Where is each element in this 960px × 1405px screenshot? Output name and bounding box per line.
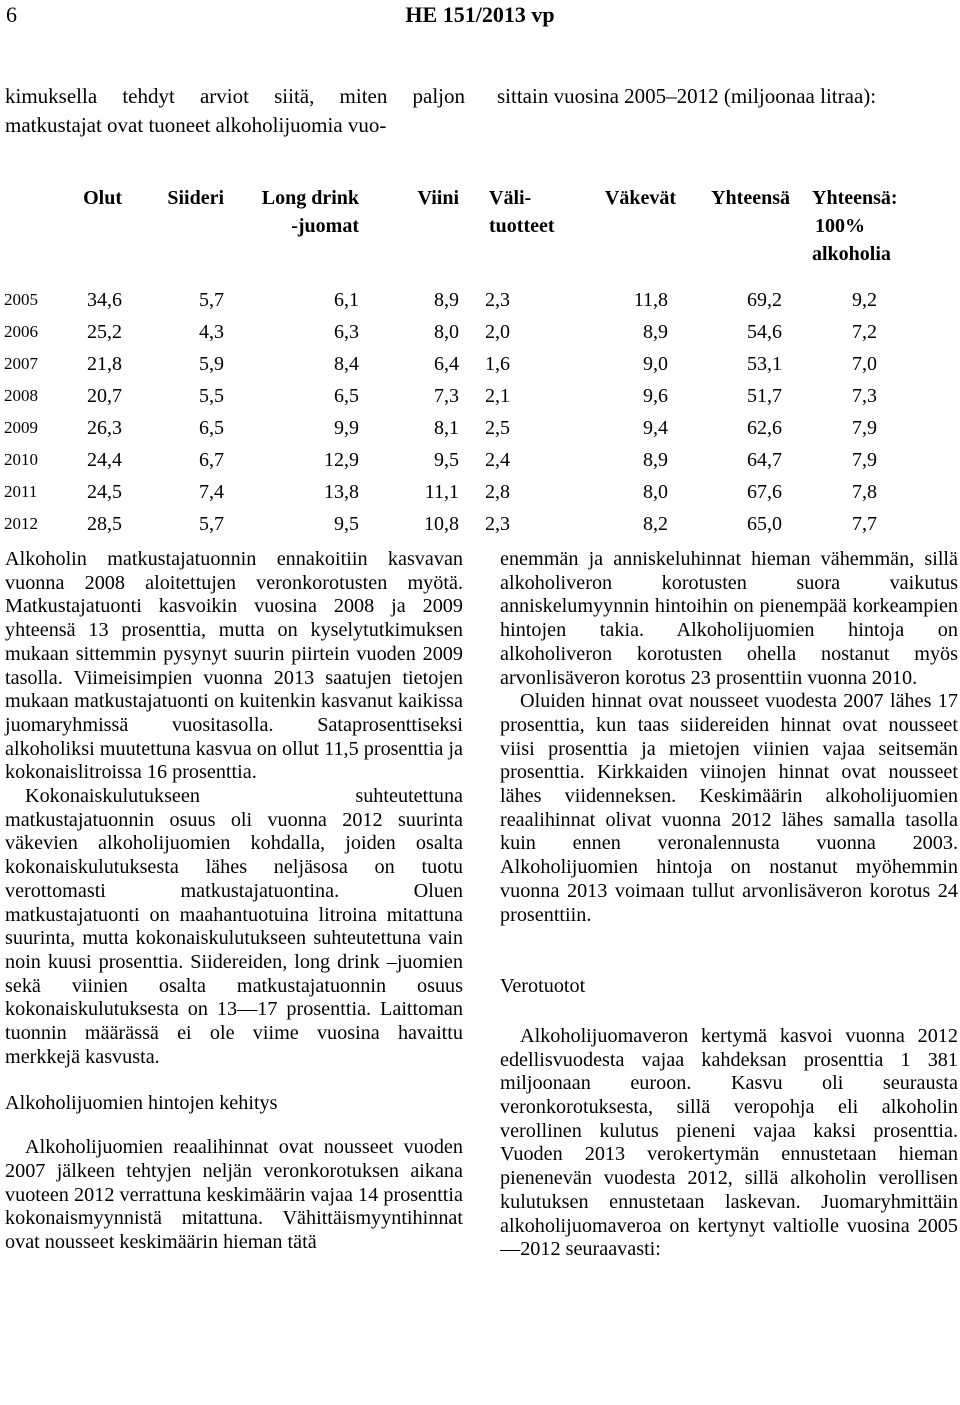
cell-total-pure: 7,2: [852, 321, 877, 343]
header-beer: Olut: [83, 187, 122, 209]
table-row: [0, 382, 960, 414]
table-header-row: [0, 184, 960, 286]
intro-line-1: kimuksella tehdyt arviot siitä, miten paljon: [5, 84, 465, 108]
header-total-pure-line3: alkoholia: [812, 243, 891, 265]
cell-year: 2010: [4, 450, 38, 469]
right-paragraph-3: Alkoholijuomaveron kertymä kasvoi vuonna 2012 edellisvuodesta vajaa kahdeksan prosenttia 1 381 miljoonaan euroon. Kasvu oli seurausta veronkorotuksesta, sillä veropohja eli alkoholin verollinen kulutus pieneni vajaa kaksi prosenttia. Vuoden 2013 verokertymän ennustetaan hieman pienenevän vuodesta 2012, sillä alkoholin verollisen kulutuksen ennustetaan laskevan. Juomaryhmittäin alkoholijuomaveroa on kertynyt valtiolle vuosina 2005—2012 seuraavasti:: [500, 1024, 958, 1261]
cell-cider: 7,4: [199, 481, 224, 503]
cell-spirits: 9,6: [643, 385, 668, 407]
header-longdrink-line2: -juomat: [291, 215, 359, 237]
cell-year: 2009: [4, 418, 38, 437]
cell-intermediate: 2,8: [485, 481, 510, 503]
cell-spirits: 8,9: [643, 321, 668, 343]
table-row: [0, 350, 960, 382]
cell-total-pure: 7,9: [852, 449, 877, 471]
cell-longdrink: 8,4: [334, 353, 359, 375]
cell-year: 2006: [4, 322, 38, 341]
table-row: [0, 510, 960, 542]
cell-beer: 20,7: [87, 385, 122, 407]
cell-total: 62,6: [747, 417, 782, 439]
header-total-pure-line1: Yhteensä:: [812, 187, 898, 209]
cell-wine: 6,4: [434, 353, 459, 375]
cell-longdrink: 6,1: [334, 289, 359, 311]
cell-spirits: 9,4: [643, 417, 668, 439]
cell-wine: 9,5: [434, 449, 459, 471]
cell-total-pure: 7,3: [852, 385, 877, 407]
cell-total-pure: 7,8: [852, 481, 877, 503]
cell-longdrink: 12,9: [324, 449, 359, 471]
table-row: [0, 318, 960, 350]
cell-total-pure: 9,2: [852, 289, 877, 311]
header-spirits: Väkevät: [604, 187, 676, 209]
cell-wine: 11,1: [424, 481, 459, 503]
cell-intermediate: 2,5: [485, 417, 510, 439]
table-row: [0, 414, 960, 446]
cell-wine: 7,3: [434, 385, 459, 407]
cell-longdrink: 9,5: [334, 513, 359, 535]
cell-cider: 6,7: [199, 449, 224, 471]
left-text-column: [5, 548, 463, 1255]
cell-spirits: 8,2: [643, 513, 668, 535]
cell-year: 2011: [4, 482, 38, 501]
header-total: Yhteensä: [711, 187, 790, 209]
cell-cider: 6,5: [199, 417, 224, 439]
cell-beer: 24,5: [87, 481, 122, 503]
cell-total: 67,6: [747, 481, 782, 503]
cell-year: 2005: [4, 290, 38, 309]
cell-intermediate: 2,3: [485, 289, 510, 311]
cell-wine: 8,1: [434, 417, 459, 439]
cell-total-pure: 7,9: [852, 417, 877, 439]
cell-cider: 5,5: [199, 385, 224, 407]
section-heading-revenue: Verotuotot: [500, 975, 586, 998]
intro-line-2: matkustajat ovat tuoneet alkoholijuomia vuo-: [5, 113, 387, 137]
right-paragraph-2: Oluiden hinnat ovat nousseet vuodesta 2007 lähes 17 prosenttia, kun taas siidereiden hinnat ovat nousseet viisi prosenttia ja mietojen viinien vajaa seitsemän prosenttia. Kirkkaiden viinojen hinnat ovat nousseet lähes viidenneksen. Keskimäärin alkoholijuomien reaalihinnat olivat vuonna 2012 lähes samalla tasolla kuin ennen veronalennusta vuonna 2003. Alkoholijuomien hintoja on nostanut myöhemmin vuonna 2013 voimaan tullut arvonlisäveron korotus 24 prosenttiin.: [500, 690, 958, 926]
cell-intermediate: 2,0: [485, 321, 510, 343]
cell-longdrink: 9,9: [334, 417, 359, 439]
cell-year: 2008: [4, 386, 38, 405]
table-row: [0, 286, 960, 318]
cell-longdrink: 13,8: [324, 481, 359, 503]
cell-beer: 26,3: [87, 417, 122, 439]
left-paragraph-1: Alkoholin matkustajatuonnin ennakoitiin kasvavan vuonna 2008 aloitettujen veronkorotusten myötä. Matkustajatuonti kasvoikin vuosina 2008 ja 2009 yhteensä 13 prosenttia, mutta on kyselytutkimuksen mukaan sittemmin pysynyt suurin piirtein vuoden 2009 tasolla. Viimeisimpien vuonna 2013 saatujen tietojen mukaan matkustajatuonti on kuitenkin kasvanut kaikissa juomaryhmissä vuositasolla. Sataprosenttiseksi alkoholiksi muutettuna kasvua on ollut 11,5 prosenttia ja kokonaislitroissa 16 prosenttia.: [5, 548, 463, 784]
cell-total: 64,7: [747, 449, 782, 471]
cell-beer: 25,2: [87, 321, 122, 343]
cell-beer: 28,5: [87, 513, 122, 535]
intro-left-text: [5, 82, 465, 140]
cell-intermediate: 1,6: [485, 353, 510, 375]
cell-spirits: 11,8: [633, 289, 668, 311]
left-paragraph-2: Kokonaiskulutukseen suhteutettuna matkustajatuonnin osuus oli vuonna 2012 suurinta väkevien alkoholijuomien kohdalla, joiden osalta kokonaiskulutuksesta lähes neljäsosa on tuotu verottomasti matkustajatuontina. Oluen matkustajatuonti on maahantuotuina litroina mitattuna suurinta, mutta kokonaiskulutukseen suhteutettuna vain noin kuusi prosenttia. Siidereiden, long drink –juomien sekä viinien osalta matkustajatuonnin osuus kokonaiskulutuksesta on 13—17 prosenttia. Laittoman tuonnin määrässä ei ole viime vuosina havaittu merkkejä kasvusta.: [5, 785, 463, 1068]
cell-total: 53,1: [747, 353, 782, 375]
header-total-pure-line2: 100%: [815, 215, 865, 237]
page-number: 6: [6, 2, 17, 27]
cell-cider: 5,9: [199, 353, 224, 375]
cell-total: 54,6: [747, 321, 782, 343]
cell-intermediate: 2,1: [485, 385, 510, 407]
cell-cider: 4,3: [199, 321, 224, 343]
cell-spirits: 8,0: [643, 481, 668, 503]
right-paragraph-1: enemmän ja anniskeluhinnat hieman vähemmän, sillä alkoholiveron korotusten suora vaikutus anniskelumyynnin hintoihin on pienempää korkeampien hintojen takia. Alkoholijuomien hintoja on alkoholiveron korotusten ohella nostanut myös arvonlisäveron korotus 23 prosenttiin vuonna 2010.: [500, 548, 958, 689]
cell-wine: 10,8: [424, 513, 459, 535]
header-longdrink-line1: Long drink: [261, 187, 359, 209]
cell-total: 51,7: [747, 385, 782, 407]
cell-beer: 21,8: [87, 353, 122, 375]
cell-cider: 5,7: [199, 289, 224, 311]
cell-wine: 8,9: [434, 289, 459, 311]
cell-total: 65,0: [747, 513, 782, 535]
cell-year: 2007: [4, 354, 38, 373]
header-total-pure: [790, 184, 960, 286]
cell-longdrink: 6,5: [334, 385, 359, 407]
intro-right-text: sittain vuosina 2005–2012 (miljoonaa litraa):: [497, 84, 877, 108]
document-id: HE 151/2013 vp: [405, 2, 555, 27]
header-wine: Viini: [417, 187, 459, 209]
cell-year: 2012: [4, 514, 38, 533]
section-heading-prices: Alkoholijuomien hintojen kehitys: [5, 1092, 278, 1115]
header-intermediate: [459, 184, 566, 286]
table-row: [0, 446, 960, 478]
table-row: [0, 478, 960, 510]
cell-beer: 24,4: [87, 449, 122, 471]
cell-longdrink: 6,3: [334, 321, 359, 343]
header-cider: Siideri: [167, 187, 224, 209]
left-paragraph-3: Alkoholijuomien reaalihinnat ovat nousseet vuoden 2007 jälkeen tehtyjen neljän veronkorotuksen aikana vuoteen 2012 verrattuna keskimäärin vajaa 14 prosenttia kokonaismyynnistä mitattuna. Vähittäismyyntihinnat ovat nousseet keskimäärin hieman tätä: [5, 1136, 463, 1253]
header-intermediate-line2: tuotteet: [489, 215, 555, 237]
right-text-column: [500, 548, 958, 1262]
header-intermediate-line1: Väli-: [489, 187, 532, 209]
cell-wine: 8,0: [434, 321, 459, 343]
cell-total-pure: 7,7: [852, 513, 877, 535]
cell-intermediate: 2,4: [485, 449, 510, 471]
cell-total-pure: 7,0: [852, 353, 877, 375]
cell-intermediate: 2,3: [485, 513, 510, 535]
header-year: [0, 184, 64, 286]
travel-import-table: [0, 184, 960, 542]
cell-total: 69,2: [747, 289, 782, 311]
cell-cider: 5,7: [199, 513, 224, 535]
cell-spirits: 8,9: [643, 449, 668, 471]
cell-beer: 34,6: [87, 289, 122, 311]
cell-spirits: 9,0: [643, 353, 668, 375]
header-longdrink: [224, 184, 359, 286]
